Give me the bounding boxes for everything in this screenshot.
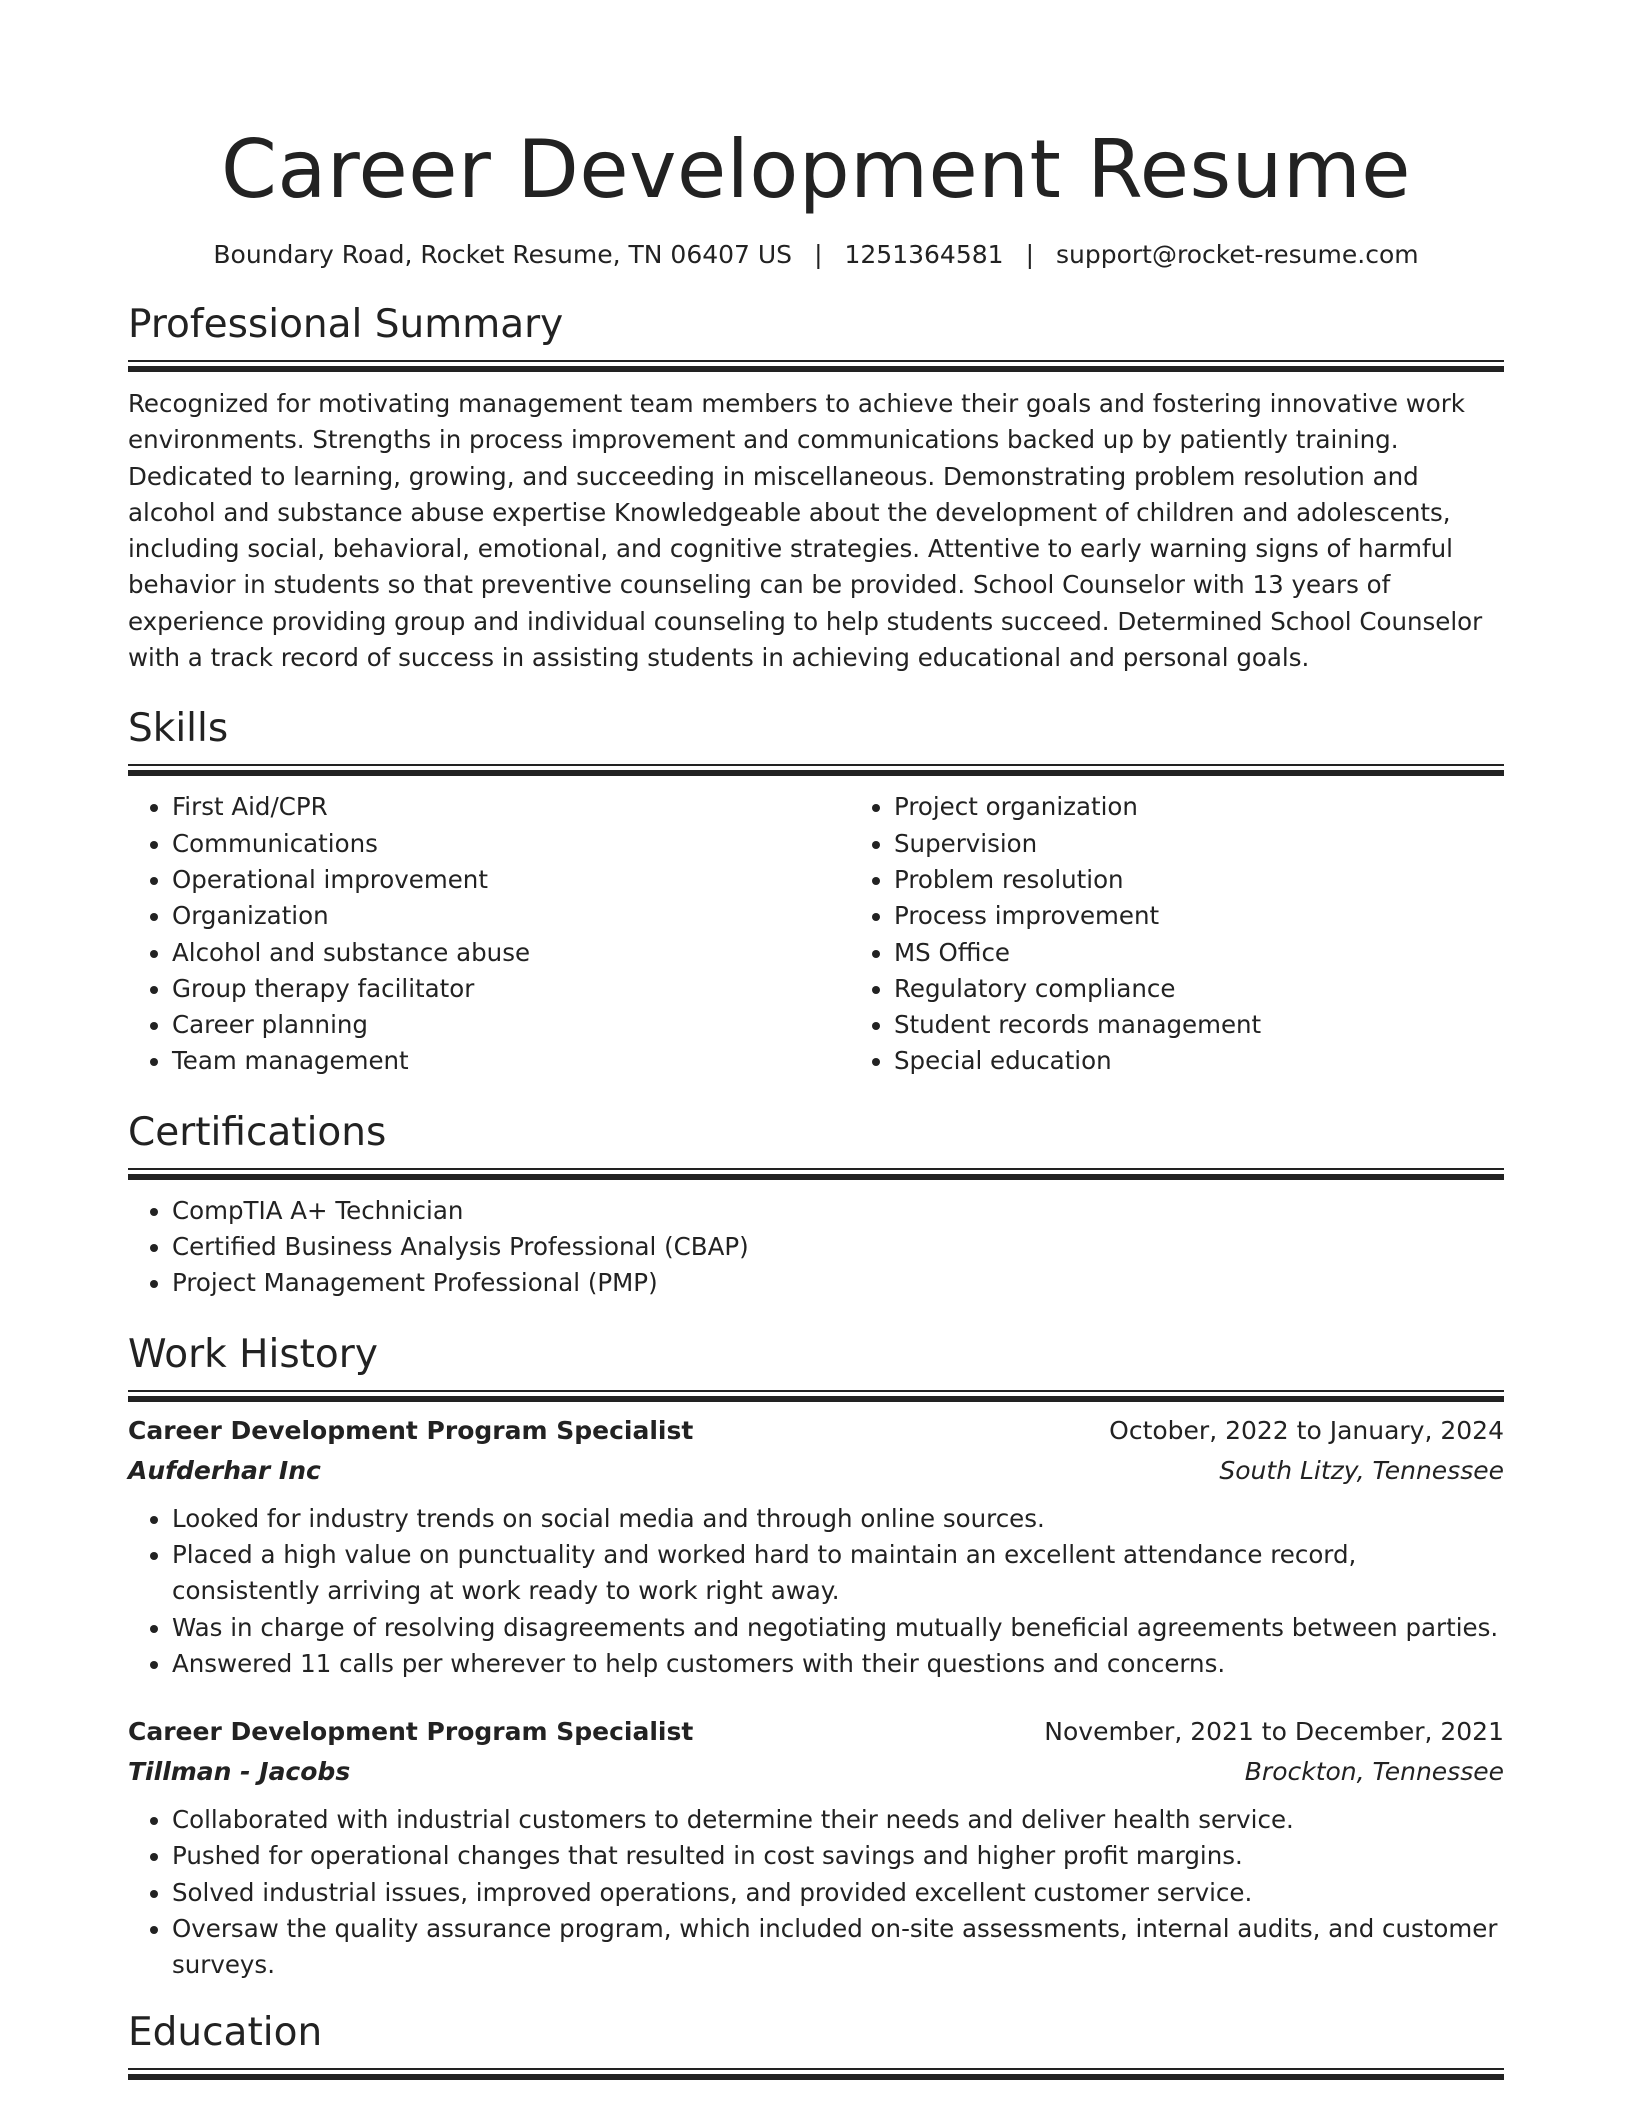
skill-item: • Operational improvement bbox=[172, 862, 850, 898]
job-location: South Litzy, Tennessee bbox=[1219, 1455, 1504, 1485]
skill-item: • First Aid/CPR bbox=[172, 789, 850, 825]
job-bullet: • Oversaw the quality assurance program, which included on-site assessments, internal audits, and customer surveys. bbox=[172, 1911, 1504, 1984]
skill-item: • Communications bbox=[172, 826, 850, 862]
job-entry bbox=[128, 1712, 1504, 1983]
skill-item: • Process improvement bbox=[894, 898, 1572, 934]
job-header bbox=[128, 1712, 1504, 1752]
skill-item: • Project organization bbox=[894, 789, 1572, 825]
skills-list-right bbox=[850, 789, 1572, 1079]
job-entry bbox=[128, 1411, 1504, 1682]
section-divider bbox=[128, 764, 1504, 775]
work-history-section bbox=[128, 1332, 1504, 1984]
certification-item: • CompTIA A+ Technician bbox=[172, 1193, 1504, 1229]
job-bullet: • Solved industrial issues, improved operations, and provided excellent customer service. bbox=[172, 1875, 1504, 1911]
skill-item: • Special education bbox=[894, 1043, 1572, 1079]
skill-item: • Career planning bbox=[172, 1007, 850, 1043]
section-divider bbox=[128, 1390, 1504, 1401]
section-heading-education: Education bbox=[128, 2009, 323, 2055]
skill-item: • Organization bbox=[172, 898, 850, 934]
job-dates: November, 2021 to December, 2021 bbox=[1044, 1717, 1504, 1747]
section-divider bbox=[128, 2068, 1504, 2079]
contact-address: Boundary Road, Rocket Resume, TN 06407 US bbox=[213, 240, 793, 269]
job-header bbox=[128, 1411, 1504, 1451]
job-dates: October, 2022 to January, 2024 bbox=[1109, 1415, 1504, 1445]
job-company: Tillman - Jacobs bbox=[128, 1757, 351, 1787]
section-heading-skills: Skills bbox=[128, 706, 229, 752]
skill-item: • Problem resolution bbox=[894, 862, 1572, 898]
job-bullet: • Was in charge of resolving disagreements and negotiating mutually beneficial agreements between parties. bbox=[172, 1610, 1504, 1646]
skill-item: • Student records management bbox=[894, 1007, 1572, 1043]
certification-item: • Certified Business Analysis Professional (CBAP) bbox=[172, 1229, 1504, 1265]
job-bullets bbox=[128, 1501, 1504, 1682]
skill-item: • Group therapy facilitator bbox=[172, 971, 850, 1007]
summary-text: Recognized for motivating management team members to achieve their goals and fostering innovative work environments. Strengths in process improvement and communications backed up by patiently training. Dedicated to learning, growing, and succeeding in miscellaneous. Demonstrating problem resolution and alcohol and substance abuse expertise Knowledgeable about the development of children and adolescents, including social, behavioral, emotional, and cognitive strategies. Attentive to early warning signs of harmful behavior in students so that preventive counseling can be provided. School Counselor with 13 years of experience providing group and individual counseling to help students succeed. Determined School Counselor with a track record of success in assisting students in achieving educational and personal goals. bbox=[128, 389, 1483, 673]
job-bullet: • Placed a high value on punctuality and worked hard to maintain an excellent attendance record, consistently arriving at work ready to work right away. bbox=[172, 1537, 1504, 1610]
contact-separator: | bbox=[1025, 240, 1034, 269]
job-company: Aufderhar Inc bbox=[128, 1455, 321, 1485]
contact-line bbox=[128, 238, 1504, 272]
job-bullets bbox=[128, 1802, 1504, 1983]
certifications-list bbox=[128, 1193, 1504, 1302]
skill-item: • MS Office bbox=[894, 935, 1572, 971]
contact-email: support@rocket-resume.com bbox=[1056, 240, 1419, 269]
resume-name: Career Development Resume bbox=[221, 123, 1411, 216]
skills-columns bbox=[128, 789, 1504, 1079]
skills-section bbox=[128, 706, 1504, 1079]
job-title: Career Development Program Specialist bbox=[128, 1717, 694, 1747]
summary-section bbox=[128, 302, 1504, 676]
job-subheader bbox=[128, 1752, 1504, 1792]
job-bullet: • Answered 11 calls per wherever to help customers with their questions and concerns. bbox=[172, 1646, 1504, 1682]
skill-item: • Team management bbox=[172, 1043, 850, 1079]
job-title: Career Development Program Specialist bbox=[128, 1415, 694, 1445]
job-bullet: • Collaborated with industrial customers to determine their needs and deliver health service. bbox=[172, 1802, 1504, 1838]
section-heading-certifications: Certifications bbox=[128, 1109, 387, 1155]
certifications-section bbox=[128, 1110, 1504, 1302]
contact-separator: | bbox=[814, 240, 823, 269]
certification-item: • Project Management Professional (PMP) bbox=[172, 1265, 1504, 1301]
resume-page bbox=[128, 0, 1504, 2079]
skill-item: • Supervision bbox=[894, 826, 1572, 862]
job-bullet: • Looked for industry trends on social media and through online sources. bbox=[172, 1501, 1504, 1537]
section-divider bbox=[128, 360, 1504, 371]
section-heading-work-history: Work History bbox=[128, 1331, 378, 1377]
skills-list-left bbox=[128, 789, 850, 1079]
skill-item: • Regulatory compliance bbox=[894, 971, 1572, 1007]
contact-phone: 1251364581 bbox=[844, 240, 1004, 269]
education-section bbox=[128, 2010, 1504, 2079]
skill-item: • Alcohol and substance abuse bbox=[172, 935, 850, 971]
job-bullet: • Pushed for operational changes that resulted in cost savings and higher profit margins. bbox=[172, 1838, 1504, 1874]
job-location: Brockton, Tennessee bbox=[1244, 1757, 1504, 1787]
section-heading-summary: Professional Summary bbox=[128, 302, 564, 347]
section-divider bbox=[128, 1168, 1504, 1179]
job-subheader bbox=[128, 1451, 1504, 1491]
